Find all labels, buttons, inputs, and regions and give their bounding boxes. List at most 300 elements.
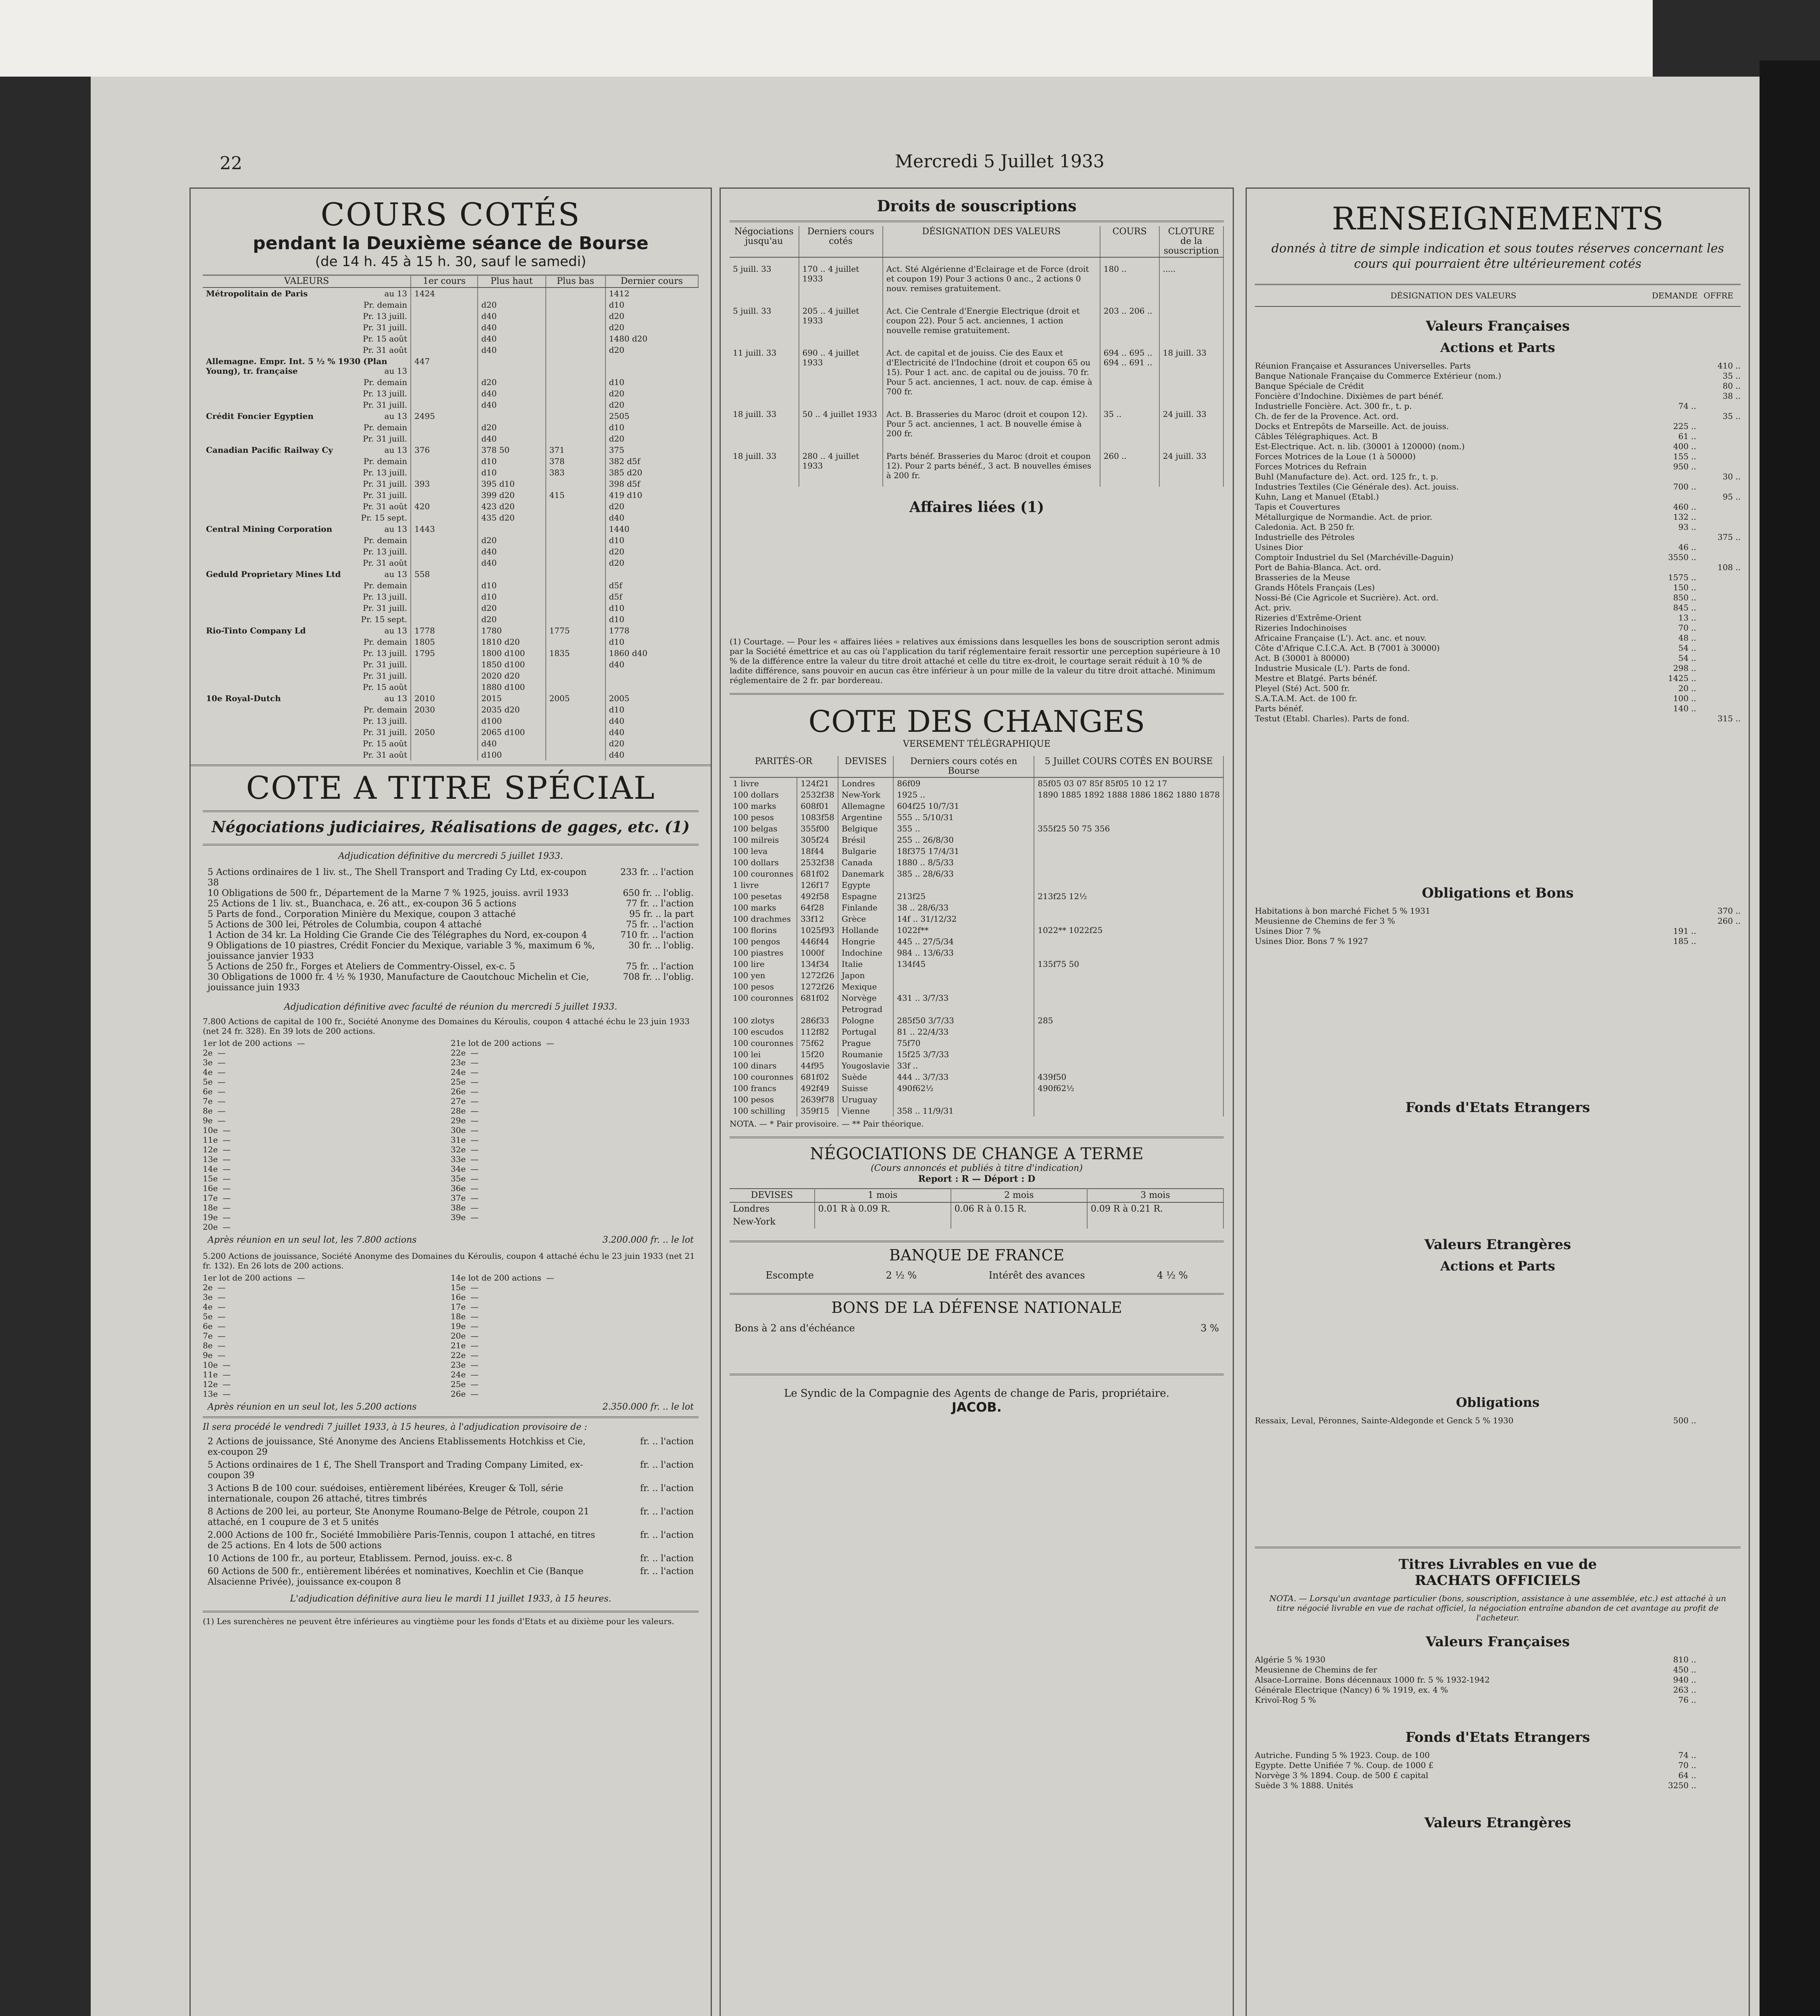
renseignement-name: Act. B (30001 à 80000) <box>1255 653 1350 663</box>
lot-label: 17e <box>203 1193 218 1203</box>
lot-dash: — <box>470 1164 479 1174</box>
cote-titre-special-title: COTE A TITRE SPÉCIAL <box>246 770 655 806</box>
lot-dash: — <box>470 1389 479 1399</box>
rachat-value: 74 .. <box>1678 1750 1696 1760</box>
lot-dash: — <box>470 1360 479 1370</box>
cc-terme: au 13 <box>384 694 408 703</box>
lot-row <box>451 1360 699 1370</box>
lot-row <box>451 1183 699 1193</box>
changes-devise: Danemark <box>838 868 893 879</box>
actions-list <box>1255 361 1741 724</box>
changes-row <box>730 891 1223 902</box>
renseignement-demande: 61 .. <box>1678 431 1696 441</box>
lot-dash: — <box>470 1106 479 1116</box>
droits-row <box>730 300 1223 342</box>
reunion-lot-1-label: Après réunion en un seul lot, les 7.800 actions <box>208 1235 417 1245</box>
cc-row <box>203 625 698 636</box>
cc-dernier: d20 <box>605 399 698 410</box>
provisoire-item <box>203 1566 699 1587</box>
reunion-lot-2-label: Après réunion en un seul lot, les 5.200 actions <box>208 1402 417 1412</box>
cc-haut: d40 <box>478 738 546 749</box>
cc-bas <box>546 727 605 738</box>
changes-dernier: 33f .. <box>893 1060 1034 1071</box>
lot-row <box>203 1087 451 1096</box>
cc-dernier: d20 <box>605 388 698 399</box>
rachat-row <box>1255 1685 1741 1695</box>
lot-row <box>451 1321 699 1331</box>
page-date: Mercredi 5 Juillet 1933 <box>895 151 1104 172</box>
cc-premier <box>411 670 478 681</box>
renseignement-name: Kuhn, Lang et Manuel (Etabl.) <box>1255 492 1379 502</box>
changes-row <box>730 981 1223 992</box>
cc-valeur-cell <box>203 636 411 648</box>
fonds-etats-heading: Fonds d'Etats Etrangers <box>1405 1100 1590 1116</box>
lot-row <box>203 1183 451 1193</box>
cc-terme: Pr. demain <box>363 535 408 545</box>
cc-haut: d40 <box>478 399 546 410</box>
lot-dash: — <box>217 1283 226 1292</box>
changes-or: 126f17 <box>797 879 838 891</box>
rachat-row <box>1255 1655 1741 1665</box>
lot-row <box>451 1067 699 1077</box>
changes-devise: Suisse <box>838 1083 893 1094</box>
lot-dash: — <box>470 1058 479 1067</box>
cc-premier: 1443 <box>411 523 478 535</box>
changes-cours: 1022** 1022f25 <box>1034 925 1223 936</box>
changes-row <box>730 1094 1223 1105</box>
rachat-name: Egypte. Dette Unifiée 7 %. Coup. de 1000 £ <box>1255 1760 1434 1770</box>
lot-label: 8e <box>203 1106 213 1116</box>
changes-devise: Espagne <box>838 891 893 902</box>
cc-premier <box>411 388 478 399</box>
rachat-value: 3250 .. <box>1668 1781 1696 1790</box>
renseignements-header <box>1255 284 1741 307</box>
cc-premier <box>411 344 478 356</box>
changes-dernier: 984 .. 13/6/33 <box>893 947 1034 958</box>
lot-label: 23e <box>451 1058 466 1067</box>
lot-label: 17e <box>451 1302 466 1312</box>
cc-bas <box>546 670 605 681</box>
droits-row <box>730 257 1223 300</box>
renseignement-demande <box>1652 562 1696 573</box>
cc-valeur: 10e Royal-Dutch <box>206 694 281 703</box>
cc-premier: 393 <box>411 478 478 489</box>
cc-haut: d40 <box>478 322 546 333</box>
changes-or: 608f01 <box>797 800 838 812</box>
adjudication-list-provisoire <box>203 1437 699 1587</box>
renseignement-offre <box>1696 643 1741 653</box>
changes-or: 1272f26 <box>797 981 838 992</box>
renseignement-row <box>1255 936 1741 946</box>
droits-neg: 5 juill. 33 <box>730 300 799 342</box>
lot-row <box>203 1370 451 1379</box>
cc-terme: Pr. demain <box>363 423 408 432</box>
cc-terme: Pr. 31 juill. <box>363 603 408 613</box>
cc-col-header: Dernier cours <box>605 275 698 288</box>
cc-terme: Pr. 13 juill. <box>363 311 408 321</box>
cc-bas <box>546 478 605 489</box>
changes-devise: Japon <box>838 970 893 981</box>
banque-de-france-rates <box>730 1270 1224 1281</box>
changes-parite: 100 pesetas <box>730 891 797 902</box>
renseignement-offre: 80 .. <box>1722 381 1741 391</box>
changes-dernier: 604f25 10/7/31 <box>893 800 1034 812</box>
adjudication-price: 95 fr. .. la part <box>629 909 694 919</box>
terme-m1: 0.01 R à 0.09 R. <box>815 1202 951 1216</box>
renseignement-demande: 150 .. <box>1673 583 1696 592</box>
renseignement-offre <box>1696 926 1741 936</box>
changes-cours: 213f25 12½ <box>1034 891 1223 902</box>
cc-terme: Pr. demain <box>363 705 408 714</box>
renseignement-row <box>1255 926 1741 936</box>
changes-cours <box>1034 846 1223 857</box>
adjudication-text: 5 Parts de fond., Corporation Minière du Mexique, coupon 3 attaché <box>208 909 516 919</box>
cc-dernier: d10 <box>605 299 698 310</box>
cc-premier <box>411 749 478 760</box>
cc-valeur-cell <box>203 501 411 512</box>
renseignement-demande: 20 .. <box>1678 683 1696 693</box>
changes-devise: Pologne <box>838 1015 893 1026</box>
cc-haut: d40 <box>478 310 546 322</box>
changes-parite: 100 marks <box>730 800 797 812</box>
cc-row <box>203 749 698 760</box>
renseignement-demande <box>1652 916 1696 926</box>
lot-label: 1er lot de 200 actions <box>203 1038 292 1048</box>
cc-row <box>203 287 698 299</box>
lot-label: 19e <box>451 1321 466 1331</box>
changes-cours <box>1034 868 1223 879</box>
changes-cours <box>1034 857 1223 868</box>
lot-dash: — <box>470 1077 479 1087</box>
provisoire-price: fr. .. l'action <box>640 1460 694 1470</box>
lot-dash: — <box>470 1048 479 1058</box>
cc-valeur-cell <box>203 670 411 681</box>
cc-row <box>203 399 698 410</box>
renseignement-row <box>1255 532 1741 542</box>
renseignement-row <box>1255 623 1741 633</box>
rachats-nota: NOTA. — Lorsqu'un avantage particulier (bons, souscription, assistance à une assemblée, etc.) est attaché à un titre négocié livrable en vue de rachat officiel, la négociation entraîne abandon de cet avantage au profit de l'acheteur. <box>1269 1593 1726 1622</box>
changes-or <box>797 1004 838 1015</box>
droits-cloture: 24 juill. 33 <box>1159 445 1223 487</box>
cc-valeur-cell <box>203 523 411 535</box>
lot-row <box>203 1360 451 1370</box>
changes-devise: Yougoslavie <box>838 1060 893 1071</box>
actions-parts-etrangeres-heading: Actions et Parts <box>1440 1258 1555 1274</box>
renseignement-offre <box>1696 583 1741 593</box>
changes-cours <box>1034 800 1223 812</box>
syndic-line: Le Syndic de la Compagnie des Agents de change de Paris, propriétaire. <box>784 1387 1169 1400</box>
adjudication-item <box>203 888 699 899</box>
lot-dash: — <box>217 1312 226 1321</box>
renseignement-demande: 54 .. <box>1678 643 1696 653</box>
changes-row <box>730 800 1223 812</box>
changes-parite: 100 milreis <box>730 834 797 846</box>
avances-label: Intérêt des avances <box>988 1270 1085 1281</box>
provisoire-text: 2 Actions de jouissance, Sté Anonyme des Anciens Etablissements Hotchkiss et Cie, ex-coupon 29 <box>208 1437 586 1457</box>
cc-bas <box>546 738 605 749</box>
lot-dash: — <box>297 1273 305 1283</box>
lot-dash: — <box>223 1203 231 1212</box>
cc-terme: Pr. 31 août <box>362 558 408 568</box>
changes-devise: Petrograd <box>838 1004 893 1015</box>
affaires-liees-title: Affaires liées (1) <box>909 499 1044 516</box>
cc-haut: d20 <box>478 422 546 433</box>
renseignement-offre <box>1696 694 1741 704</box>
renseignement-row <box>1255 492 1741 502</box>
renseignement-row <box>1255 663 1741 673</box>
cc-haut: d40 <box>478 333 546 344</box>
courtage-note: (1) Courtage. — Pour les « affaires liées » relatives aux émissions dans lesquelles les bons de souscription seront admis par la Société émettrice et au cas où l'application du tarif réglementaire ferait ressortir une perception supérieure à 10 % de la différence entre la valeur du titre droit attaché et celle du titre ex-droit, le courtage serait réduit à 10 % de ladite différence, sans pouvoir en aucun cas être inférieur à un pour mille de la valeur du titre droit attaché. Minimum réglementaire de 2 fr. par bordereau. <box>730 637 1221 685</box>
renseignement-offre: 260 .. <box>1717 916 1741 926</box>
cote-titre-special-subtitle: Négociations judiciaires, Réalisations de gages, etc. (1) <box>211 818 690 836</box>
lot-dash: — <box>470 1283 479 1292</box>
changes-devise: Portugal <box>838 1026 893 1037</box>
cc-dernier: d40 <box>605 512 698 523</box>
lot-row <box>451 1389 699 1399</box>
lot-label: 4e <box>203 1302 213 1312</box>
renseignement-demande: 54 .. <box>1678 653 1696 663</box>
lot-dash: — <box>470 1193 479 1203</box>
lot-row <box>203 1350 451 1360</box>
cc-bas <box>546 614 605 625</box>
changes-or: 2532f38 <box>797 789 838 800</box>
cc-terme: Pr. 31 juill. <box>363 671 408 681</box>
cc-row <box>203 512 698 523</box>
cc-premier <box>411 602 478 614</box>
cc-valeur: Crédit Foncier Egyptien <box>206 411 314 421</box>
changes-or: 286f33 <box>797 1015 838 1026</box>
lot-row <box>451 1302 699 1312</box>
lot-row <box>451 1077 699 1087</box>
lot-row <box>203 1164 451 1174</box>
changes-devise: Norvège <box>838 992 893 1004</box>
changes-dernier <box>893 1004 1034 1015</box>
cc-valeur-cell <box>203 727 411 738</box>
adjudication-item <box>203 909 699 920</box>
lot-label: 19e <box>203 1212 218 1222</box>
renseignement-name: Industrielle des Pétroles <box>1255 532 1355 542</box>
lot-row <box>451 1341 699 1350</box>
cc-bas <box>546 591 605 602</box>
renseignement-row <box>1255 653 1741 663</box>
lot-dash: — <box>223 1379 231 1389</box>
changes-devise: Bulgarie <box>838 846 893 857</box>
changes-dernier: 555 .. 5/10/31 <box>893 812 1034 823</box>
lot-dash: — <box>217 1116 226 1125</box>
lot-dash: — <box>470 1370 479 1379</box>
cc-row <box>203 356 698 377</box>
cc-haut: 1780 <box>478 625 546 636</box>
cc-terme: Pr. 15 août <box>362 739 408 748</box>
lot-dash: — <box>223 1145 231 1154</box>
book-spine <box>1760 60 1820 2016</box>
left-column <box>189 187 712 2016</box>
rachat-name: Suède 3 % 1888. Unités <box>1255 1781 1353 1790</box>
renseignement-demande <box>1652 532 1696 542</box>
cote-des-changes-title: COTE DES CHANGES <box>808 704 1145 739</box>
provisoire-text: 3 Actions B de 100 cour. suédoises, entièrement libérées, Kreuger & Toll, série internationale, coupon 26 attaché, titres timbrés <box>208 1483 564 1504</box>
changes-devise: Argentine <box>838 812 893 823</box>
changes-devise: Grèce <box>838 913 893 925</box>
changes-dernier: 213f25 <box>893 891 1034 902</box>
renseignement-name: Africaine Française (L'). Act. anc. et nouv. <box>1255 633 1427 643</box>
renseignement-offre: 95 .. <box>1722 492 1741 502</box>
cc-row <box>203 523 698 535</box>
lot-label: 39e <box>451 1212 466 1222</box>
lot-row <box>203 1312 451 1321</box>
changes-dernier: 255 .. 26/8/30 <box>893 834 1034 846</box>
provisoire-price: fr. .. l'action <box>640 1483 694 1493</box>
obligations-list <box>1255 906 1741 946</box>
renseignement-name: Forces Motrices du Refrain <box>1255 462 1367 471</box>
changes-dernier: 1925 .. <box>893 789 1034 800</box>
cc-bas <box>546 356 605 377</box>
rachat-row <box>1255 1760 1741 1770</box>
adjudication-price: 30 fr. .. l'oblig. <box>628 941 694 951</box>
lot-label: 3e <box>203 1292 213 1302</box>
cc-valeur-cell <box>203 535 411 546</box>
lot-label: 25e <box>451 1379 466 1389</box>
droits-row <box>730 445 1223 487</box>
cc-terme: au 13 <box>384 626 408 635</box>
lot-dash: — <box>470 1312 479 1321</box>
lot-row <box>451 1174 699 1183</box>
renseignement-demande: 3550 .. <box>1668 552 1696 562</box>
lot-label: 29e <box>451 1116 466 1125</box>
lots3-left <box>203 1273 451 1399</box>
cc-dernier: d20 <box>605 501 698 512</box>
lot-label: 4e <box>203 1067 213 1077</box>
lot-row <box>203 1203 451 1212</box>
cc-haut: 2035 d20 <box>478 704 546 715</box>
rachat-name: Krivoï-Rog 5 % <box>1255 1695 1316 1705</box>
cc-haut: 1880 d100 <box>478 681 546 693</box>
lot-row <box>203 1222 451 1232</box>
cc-dernier: 385 d20 <box>605 467 698 478</box>
changes-dernier: 1022f** <box>893 925 1034 936</box>
changes-or: 355f00 <box>797 823 838 834</box>
obligations-etrangeres-list <box>1255 1416 1741 1426</box>
changes-cours: 1890 1885 1892 1888 1886 1862 1880 1878 <box>1034 789 1223 800</box>
lot-label: 35e <box>451 1174 466 1183</box>
lot-row <box>203 1096 451 1106</box>
changes-row <box>730 777 1223 789</box>
cc-bas <box>546 715 605 727</box>
changes-or: 446f44 <box>797 936 838 947</box>
renseignement-demande: 48 .. <box>1678 633 1696 643</box>
renseignement-row <box>1255 462 1741 472</box>
changes-cours: 135f75 50 <box>1034 958 1223 970</box>
cc-dernier: d10 <box>605 535 698 546</box>
cc-premier <box>411 333 478 344</box>
changes-row <box>730 1060 1223 1071</box>
renseignement-row <box>1255 381 1741 391</box>
lot-row <box>203 1193 451 1203</box>
cc-haut: d100 <box>478 749 546 760</box>
cc-valeur-cell <box>203 591 411 602</box>
lot-label: 33e <box>451 1154 466 1164</box>
adjudication-list-1 <box>203 867 699 993</box>
cc-terme: au 13 <box>384 569 408 579</box>
lots-capital <box>203 1038 699 1232</box>
changes-cours <box>1034 1060 1223 1071</box>
renseignement-demande: 700 .. <box>1673 482 1696 492</box>
cc-valeur: Central Mining Corporation <box>206 524 333 534</box>
changes-or: 492f49 <box>797 1083 838 1094</box>
cc-dernier <box>605 569 698 580</box>
cc-valeur: Allemagne. Empr. Int. 5 ½ % 1930 (Plan Young), tr. française <box>206 356 387 376</box>
provisoire-text: 5 Actions ordinaires de 1 £, The Shell Transport and Trading Company Limited, ex-coupon 39 <box>208 1460 583 1481</box>
droits-derniers: 690 .. 4 juillet 1933 <box>799 342 883 403</box>
cc-premier <box>411 715 478 727</box>
changes-parite: 100 dollars <box>730 789 797 800</box>
cc-terme: Pr. 31 août <box>362 345 408 355</box>
cc-dernier: 1440 <box>605 523 698 535</box>
cc-dernier: d20 <box>605 738 698 749</box>
lot-row <box>203 1116 451 1125</box>
lot-dash: — <box>470 1096 479 1106</box>
rachat-name: Norvège 3 % 1894. Coup. de 500 £ capital <box>1255 1770 1429 1780</box>
negociations-terme-subtitle: (Cours annoncés et publiés à titre d'indication) <box>871 1163 1083 1173</box>
provisoire-price: fr. .. l'action <box>640 1554 694 1564</box>
droits-row <box>730 342 1223 403</box>
adjudication-item <box>203 899 699 909</box>
changes-parite <box>730 1004 797 1015</box>
renseignement-name: Mestre et Blatgé. Parts bénéf. <box>1255 673 1378 683</box>
renseignement-name: Foncière d'Indochine. Dixièmes de part bénéf. <box>1255 391 1444 401</box>
cc-row <box>203 478 698 489</box>
cc-valeur-cell <box>203 478 411 489</box>
renseignement-name: Usines Dior 7 % <box>1255 926 1321 936</box>
terme-row <box>730 1216 1223 1229</box>
cc-dernier: 2005 <box>605 693 698 704</box>
cc-row <box>203 580 698 591</box>
cc-premier: 1424 <box>411 287 478 299</box>
renseignement-offre: 30 .. <box>1722 472 1741 481</box>
cours-cotes-note: (de 14 h. 45 à 15 h. 30, sauf le samedi) <box>315 254 587 270</box>
renseignement-row <box>1255 583 1741 593</box>
adjudication-price: 710 fr. .. l'action <box>620 930 694 940</box>
cc-row <box>203 433 698 444</box>
provisoire-text: 10 Actions de 100 fr., au porteur, Etablissem. Pernod, jouiss. ex-c. 8 <box>208 1554 512 1564</box>
changes-devise: Hongrie <box>838 936 893 947</box>
renseignement-offre <box>1696 573 1741 583</box>
cc-row <box>203 377 698 388</box>
droits-neg: 11 juill. 33 <box>730 342 799 403</box>
lot-dash: — <box>470 1341 479 1350</box>
lot-label: 11e <box>203 1370 218 1379</box>
renseignement-offre: 410 .. <box>1717 361 1741 371</box>
reunion-lot-2-price: 2.350.000 fr. .. le lot <box>602 1402 694 1412</box>
cc-haut: d10 <box>478 591 546 602</box>
changes-parite: 100 pesos <box>730 812 797 823</box>
cc-premier: 1795 <box>411 648 478 659</box>
cc-terme: Pr. 31 juill. <box>363 479 408 489</box>
cc-row <box>203 659 698 670</box>
changes-dernier: 385 .. 28/6/33 <box>893 868 1034 879</box>
cc-dernier: d10 <box>605 614 698 625</box>
renseignement-row <box>1255 613 1741 623</box>
col-designation: DÉSIGNATION DES VALEURS <box>1390 291 1516 300</box>
cc-row <box>203 715 698 727</box>
droits-cours: 694 .. 695 .. 694 .. 691 .. <box>1100 342 1159 403</box>
changes-cours <box>1034 1037 1223 1049</box>
droits-cloture: 24 juill. 33 <box>1159 403 1223 445</box>
renseignement-demande: 93 .. <box>1678 522 1696 532</box>
renseignement-demande <box>1652 391 1696 401</box>
lot-dash: — <box>217 1096 226 1106</box>
renseignement-row <box>1255 391 1741 401</box>
